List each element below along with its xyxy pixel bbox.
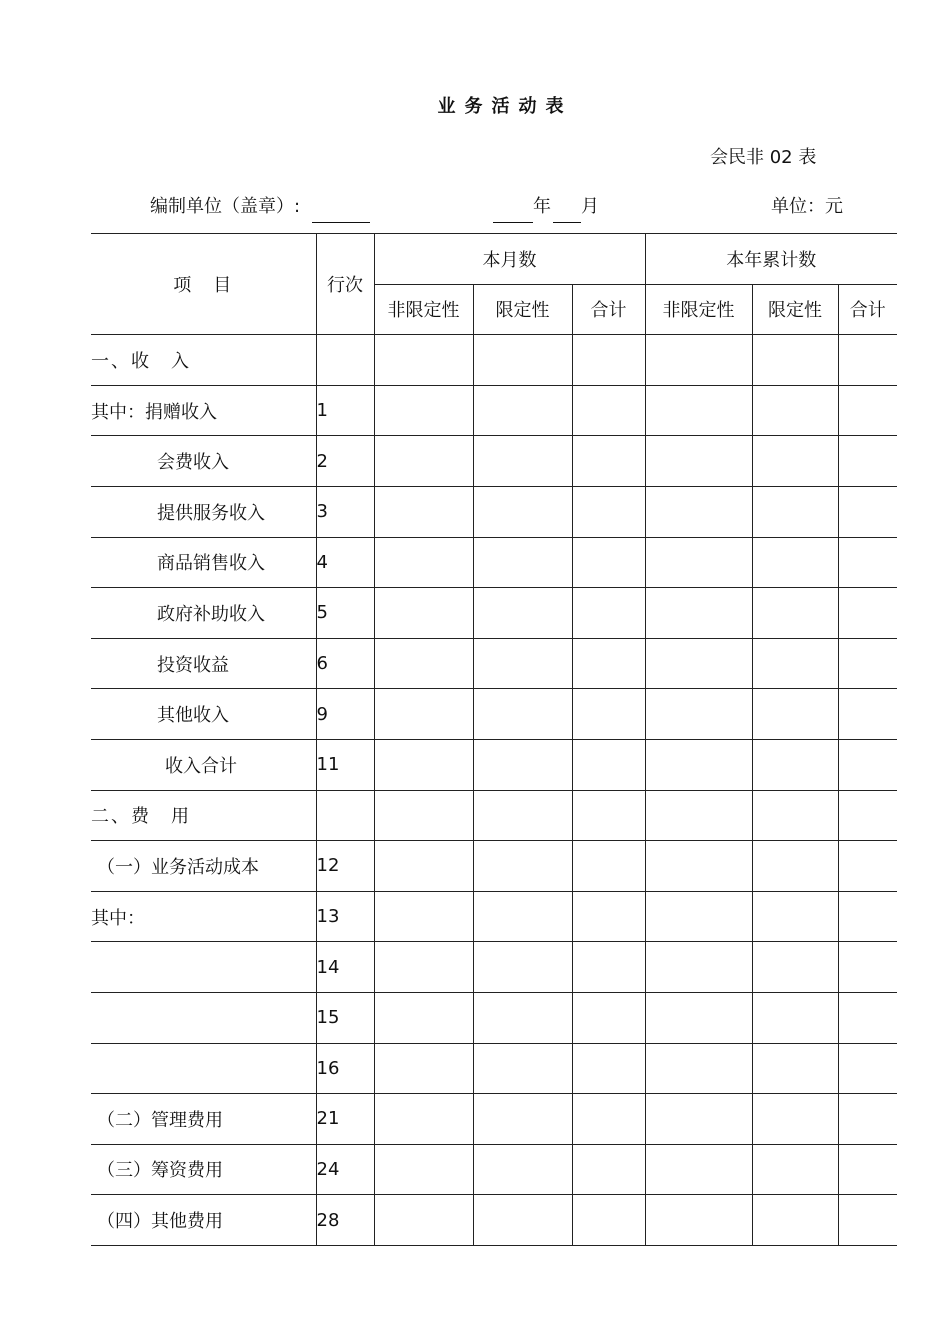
col-ytd-header: 本年累计数 [645,234,897,285]
amount-cell[interactable] [752,841,838,892]
amount-cell[interactable] [473,537,572,588]
amount-cell[interactable] [374,1094,473,1145]
amount-cell[interactable] [838,486,897,537]
amount-cell[interactable] [374,1195,473,1246]
amount-cell[interactable] [838,436,897,487]
amount-cell[interactable] [645,1195,752,1246]
amount-cell[interactable] [752,385,838,436]
table-row [91,486,897,537]
line-cell: 9 [316,689,374,740]
amount-cell[interactable] [752,1195,838,1246]
amount-cell[interactable] [473,588,572,639]
line-cell: 12 [316,841,374,892]
col-sub-header: 非限定性 [645,284,752,335]
col-this-month-header: 本月数 [374,234,645,285]
amount-cell[interactable] [473,942,572,993]
amount-cell[interactable] [645,436,752,487]
amount-cell[interactable] [752,486,838,537]
amount-cell[interactable] [572,1195,645,1246]
amount-cell[interactable] [838,992,897,1043]
amount-cell[interactable] [572,638,645,689]
amount-cell[interactable] [645,486,752,537]
amount-cell[interactable] [572,942,645,993]
amount-cell[interactable] [473,335,572,386]
table-row [91,790,897,841]
amount-cell[interactable] [645,1144,752,1195]
line-cell [316,335,374,386]
amount-cell[interactable] [374,790,473,841]
amount-cell[interactable] [473,385,572,436]
amount-cell[interactable] [752,689,838,740]
amount-cell[interactable] [473,436,572,487]
amount-cell[interactable] [572,537,645,588]
amount-cell[interactable] [752,1094,838,1145]
line-cell: 11 [316,739,374,790]
amount-cell[interactable] [473,739,572,790]
amount-cell[interactable] [752,537,838,588]
amount-cell[interactable] [752,588,838,639]
amount-cell[interactable] [752,638,838,689]
amount-cell[interactable] [645,841,752,892]
line-cell: 5 [316,588,374,639]
item-cell: 其中： [91,891,316,942]
amount-cell[interactable] [473,841,572,892]
amount-cell[interactable] [374,385,473,436]
amount-cell[interactable] [473,1144,572,1195]
amount-cell[interactable] [473,992,572,1043]
item-cell: （一）业务活动成本 [91,841,316,892]
table-row [91,1094,897,1145]
line-cell: 4 [316,537,374,588]
amount-cell[interactable] [645,790,752,841]
amount-cell[interactable] [374,638,473,689]
amount-cell[interactable] [572,891,645,942]
table-row [91,335,897,386]
item-cell: 投资收益 [91,638,316,689]
amount-cell[interactable] [473,1195,572,1246]
activity-table [91,233,897,1246]
amount-cell[interactable] [374,739,473,790]
item-cell: 收入合计 [91,739,316,790]
table-row [91,1195,897,1246]
org-label: 编制单位（盖章）: [150,196,301,217]
amount-cell[interactable] [473,486,572,537]
year-label: 年 [533,196,551,217]
amount-cell[interactable] [572,436,645,487]
amount-cell[interactable] [572,1094,645,1145]
item-cell: 二、费 用 [91,790,316,841]
item-cell: 其他收入 [91,689,316,740]
amount-cell[interactable] [838,1094,897,1145]
amount-cell[interactable] [473,891,572,942]
amount-cell[interactable] [572,689,645,740]
amount-cell[interactable] [752,891,838,942]
amount-cell[interactable] [572,992,645,1043]
amount-cell[interactable] [473,1043,572,1094]
col-sub-header: 限定性 [473,284,572,335]
line-cell: 6 [316,638,374,689]
amount-cell[interactable] [645,385,752,436]
amount-cell[interactable] [645,588,752,639]
amount-cell[interactable] [473,790,572,841]
table-row [91,891,897,942]
col-item-header: 项 目 [91,234,316,335]
table-row [91,739,897,790]
amount-cell[interactable] [645,891,752,942]
item-cell: 会费收入 [91,436,316,487]
amount-cell[interactable] [645,1094,752,1145]
line-cell: 1 [316,385,374,436]
table-row [91,638,897,689]
amount-cell[interactable] [374,841,473,892]
amount-cell[interactable] [838,891,897,942]
line-cell: 14 [316,942,374,993]
amount-cell[interactable] [752,1144,838,1195]
report-title: 业务活动表 [437,96,573,117]
amount-cell[interactable] [572,1144,645,1195]
amount-cell[interactable] [374,992,473,1043]
amount-cell[interactable] [572,739,645,790]
col-sub-header: 非限定性 [374,284,473,335]
amount-cell[interactable] [838,739,897,790]
amount-cell[interactable] [473,689,572,740]
amount-cell[interactable] [838,588,897,639]
amount-cell[interactable] [374,335,473,386]
line-cell: 16 [316,1043,374,1094]
amount-cell[interactable] [572,335,645,386]
line-cell: 15 [316,992,374,1043]
col-sub-header: 限定性 [752,284,838,335]
amount-cell[interactable] [752,739,838,790]
amount-cell[interactable] [645,335,752,386]
table-row [91,992,897,1043]
line-cell: 24 [316,1144,374,1195]
item-cell: 商品销售收入 [91,537,316,588]
line-cell: 13 [316,891,374,942]
item-cell [91,992,316,1043]
item-cell [91,1043,316,1094]
amount-cell[interactable] [572,486,645,537]
month-label: 月 [581,196,599,217]
col-sub-header: 合计 [838,284,897,335]
amount-cell[interactable] [473,1094,572,1145]
line-cell: 21 [316,1094,374,1145]
amount-cell[interactable] [838,841,897,892]
amount-cell[interactable] [645,689,752,740]
item-cell: （三）筹资费用 [91,1144,316,1195]
line-cell: 28 [316,1195,374,1246]
table-row [91,1043,897,1094]
amount-cell[interactable] [752,436,838,487]
amount-cell[interactable] [838,1144,897,1195]
amount-cell[interactable] [838,942,897,993]
item-cell: 一、收 入 [91,335,316,386]
table-row [91,841,897,892]
amount-cell[interactable] [374,689,473,740]
table-row [91,942,897,993]
table-row [91,1144,897,1195]
amount-cell[interactable] [374,942,473,993]
table-row [91,588,897,639]
table-row [91,436,897,487]
amount-cell[interactable] [645,1043,752,1094]
amount-cell[interactable] [645,537,752,588]
form-code: 会民非 02 表 [710,147,817,168]
amount-cell[interactable] [645,992,752,1043]
amount-cell[interactable] [572,1043,645,1094]
amount-cell[interactable] [838,385,897,436]
year-blank[interactable] [493,196,533,223]
amount-cell[interactable] [752,335,838,386]
amount-cell[interactable] [374,1144,473,1195]
amount-cell[interactable] [572,790,645,841]
amount-cell[interactable] [838,689,897,740]
amount-cell[interactable] [374,1043,473,1094]
col-sub-header: 合计 [572,284,645,335]
amount-cell[interactable] [752,942,838,993]
table-row [91,537,897,588]
amount-cell[interactable] [374,891,473,942]
amount-cell[interactable] [374,486,473,537]
amount-cell[interactable] [473,638,572,689]
item-cell: （四）其他费用 [91,1195,316,1246]
amount-cell[interactable] [838,638,897,689]
amount-cell[interactable] [838,1195,897,1246]
table-row [91,385,897,436]
amount-cell[interactable] [752,992,838,1043]
amount-cell[interactable] [645,942,752,993]
line-cell: 3 [316,486,374,537]
item-cell: 其中：捐赠收入 [91,385,316,436]
item-cell: 提供服务收入 [91,486,316,537]
table-row [91,689,897,740]
amount-cell[interactable] [645,638,752,689]
amount-cell[interactable] [572,841,645,892]
amount-cell[interactable] [572,588,645,639]
amount-cell[interactable] [645,739,752,790]
amount-cell[interactable] [752,790,838,841]
amount-cell[interactable] [374,436,473,487]
line-cell: 2 [316,436,374,487]
amount-cell[interactable] [838,790,897,841]
amount-cell[interactable] [838,335,897,386]
unit-label: 单位：元 [771,196,843,217]
item-cell: （二）管理费用 [91,1094,316,1145]
amount-cell[interactable] [838,1043,897,1094]
item-cell: 政府补助收入 [91,588,316,639]
amount-cell[interactable] [374,537,473,588]
org-blank[interactable] [312,196,370,223]
amount-cell[interactable] [572,385,645,436]
amount-cell[interactable] [838,537,897,588]
item-cell [91,942,316,993]
line-cell [316,790,374,841]
col-line-header: 行次 [316,234,374,335]
amount-cell[interactable] [374,588,473,639]
amount-cell[interactable] [752,1043,838,1094]
month-blank[interactable] [553,196,581,223]
